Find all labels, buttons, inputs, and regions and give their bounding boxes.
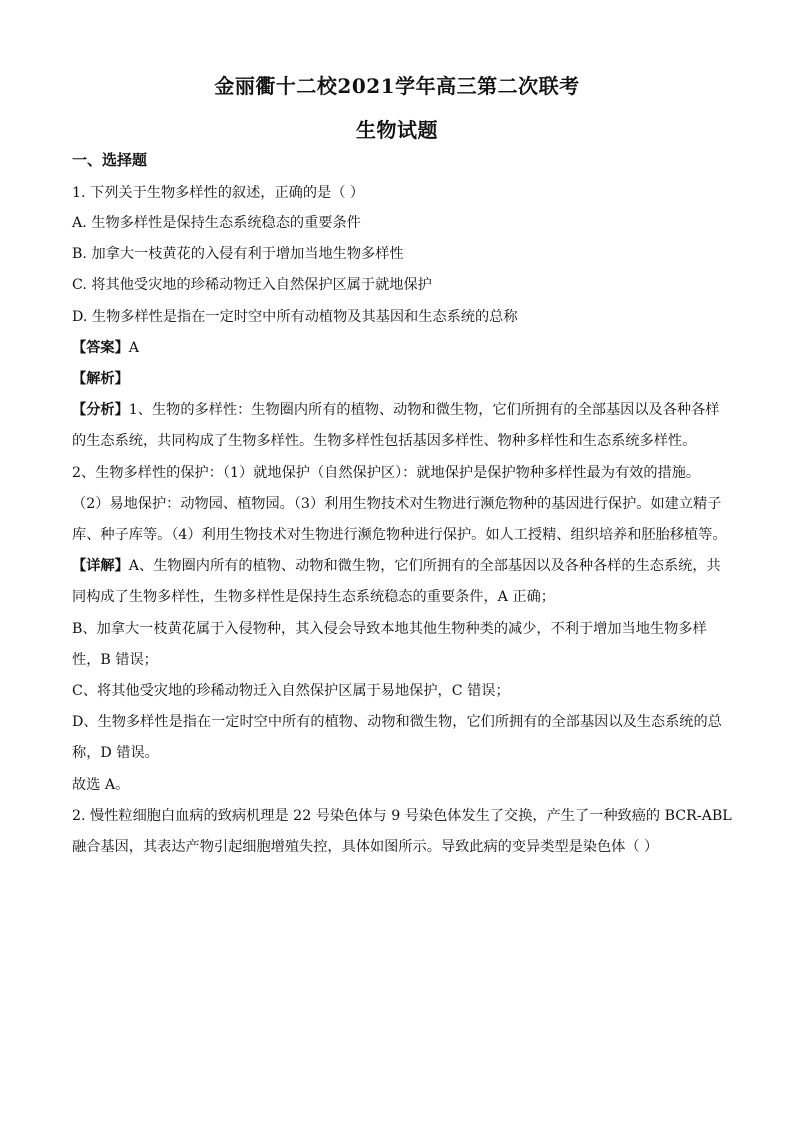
xiangjie-paragraph-line-1	[72, 556, 721, 576]
question-1-stem: 1. 下列关于生物多样性的叙述，正确的是（ ）	[72, 185, 365, 201]
xiangjie-paragraph-line-5: C、将其他受灾地的珍稀动物迁入自然保护区属于易地保护，C 错误；	[72, 683, 510, 699]
question-2-stem-line-1: 2. 慢性粒细胞白血病的致病机理是 22 号染色体与 9 号染色体发生了交换，产生了一种致癌的 BCR-ABL	[72, 808, 732, 824]
question-1-option-c: C. 将其他受灾地的珍稀动物迁入自然保护区属于就地保护	[72, 277, 432, 293]
fenxi-text-1: 1、生物的多样性：生物圈内所有的植物、动物和微生物，它们所拥有的全部基因以及各种各样	[128, 402, 720, 418]
fenxi-paragraph-line-3: 2、生物多样性的保护：（1）就地保护（自然保护区）：就地保护是保护物种多样性最为有效的措施。	[72, 465, 701, 481]
question-2-stem-line-2: 融合基因，其表达产物引起细胞增殖失控，具体如图所示。导致此病的变异类型是染色体（ ）	[72, 839, 659, 855]
fenxi-paragraph-line-5: 库、种子库等。（4）利用生物技术对生物进行濒危物种进行保护。如人工授精、组织培养和胚胎移植等。	[72, 527, 727, 543]
question-1-option-d: D. 生物多样性是指在一定时空中所有动植物及其基因和生态系统的总称	[72, 309, 518, 325]
analysis-line	[72, 369, 129, 389]
conclusion-line: 故选 A。	[72, 777, 130, 793]
exam-subtitle: 生物试题	[356, 118, 438, 142]
xiangjie-text-1: A、生物圈内所有的植物、动物和微生物，它们所拥有的全部基因以及各种各样的生态系统，共	[128, 558, 721, 574]
fenxi-paragraph-line-1	[72, 400, 719, 420]
question-1-option-a: A. 生物多样性是保持生态系统稳态的重要条件	[72, 215, 361, 231]
analysis-tag: 【解析】	[72, 371, 129, 387]
question-1-option-b: B. 加拿大一枝黄花的入侵有利于增加当地生物多样性	[72, 246, 404, 262]
xiangjie-paragraph-line-3: B、加拿大一枝黄花属于入侵物种，其入侵会导致本地其他生物种类的减少，不利于增加当地生物多样	[72, 621, 707, 637]
section-heading: 一、选择题	[72, 151, 148, 169]
answer-line	[72, 338, 139, 358]
xiangjie-paragraph-line-7: 称，D 错误。	[72, 745, 159, 761]
fenxi-paragraph-line-2: 的生态系统，共同构成了生物多样性。生物多样性包括基因多样性、物种多样性和生态系统多样性。	[72, 433, 697, 449]
fenxi-tag: 【分析】	[72, 402, 129, 418]
answer-tag: 【答案】	[72, 340, 129, 356]
answer-value: A	[128, 340, 140, 356]
fenxi-paragraph-line-4: （2）易地保护：动物园、植物园。（3）利用生物技术对生物进行濒危物种的基因进行保护。如建立精子	[72, 496, 722, 512]
xiangjie-paragraph-line-6: D、生物多样性是指在一定时空中所有的植物、动物和微生物，它们所拥有的全部基因以及生态系统的总	[72, 714, 722, 730]
xiangjie-paragraph-line-2: 同构成了生物多样性，生物多样性是保持生态系统稳态的重要条件，A 正确；	[72, 589, 555, 605]
xiangjie-paragraph-line-4: 性，B 错误；	[72, 652, 158, 668]
exam-title: 金丽衢十二校2021学年高三第二次联考	[214, 74, 580, 98]
xiangjie-tag: 【详解】	[72, 558, 129, 574]
